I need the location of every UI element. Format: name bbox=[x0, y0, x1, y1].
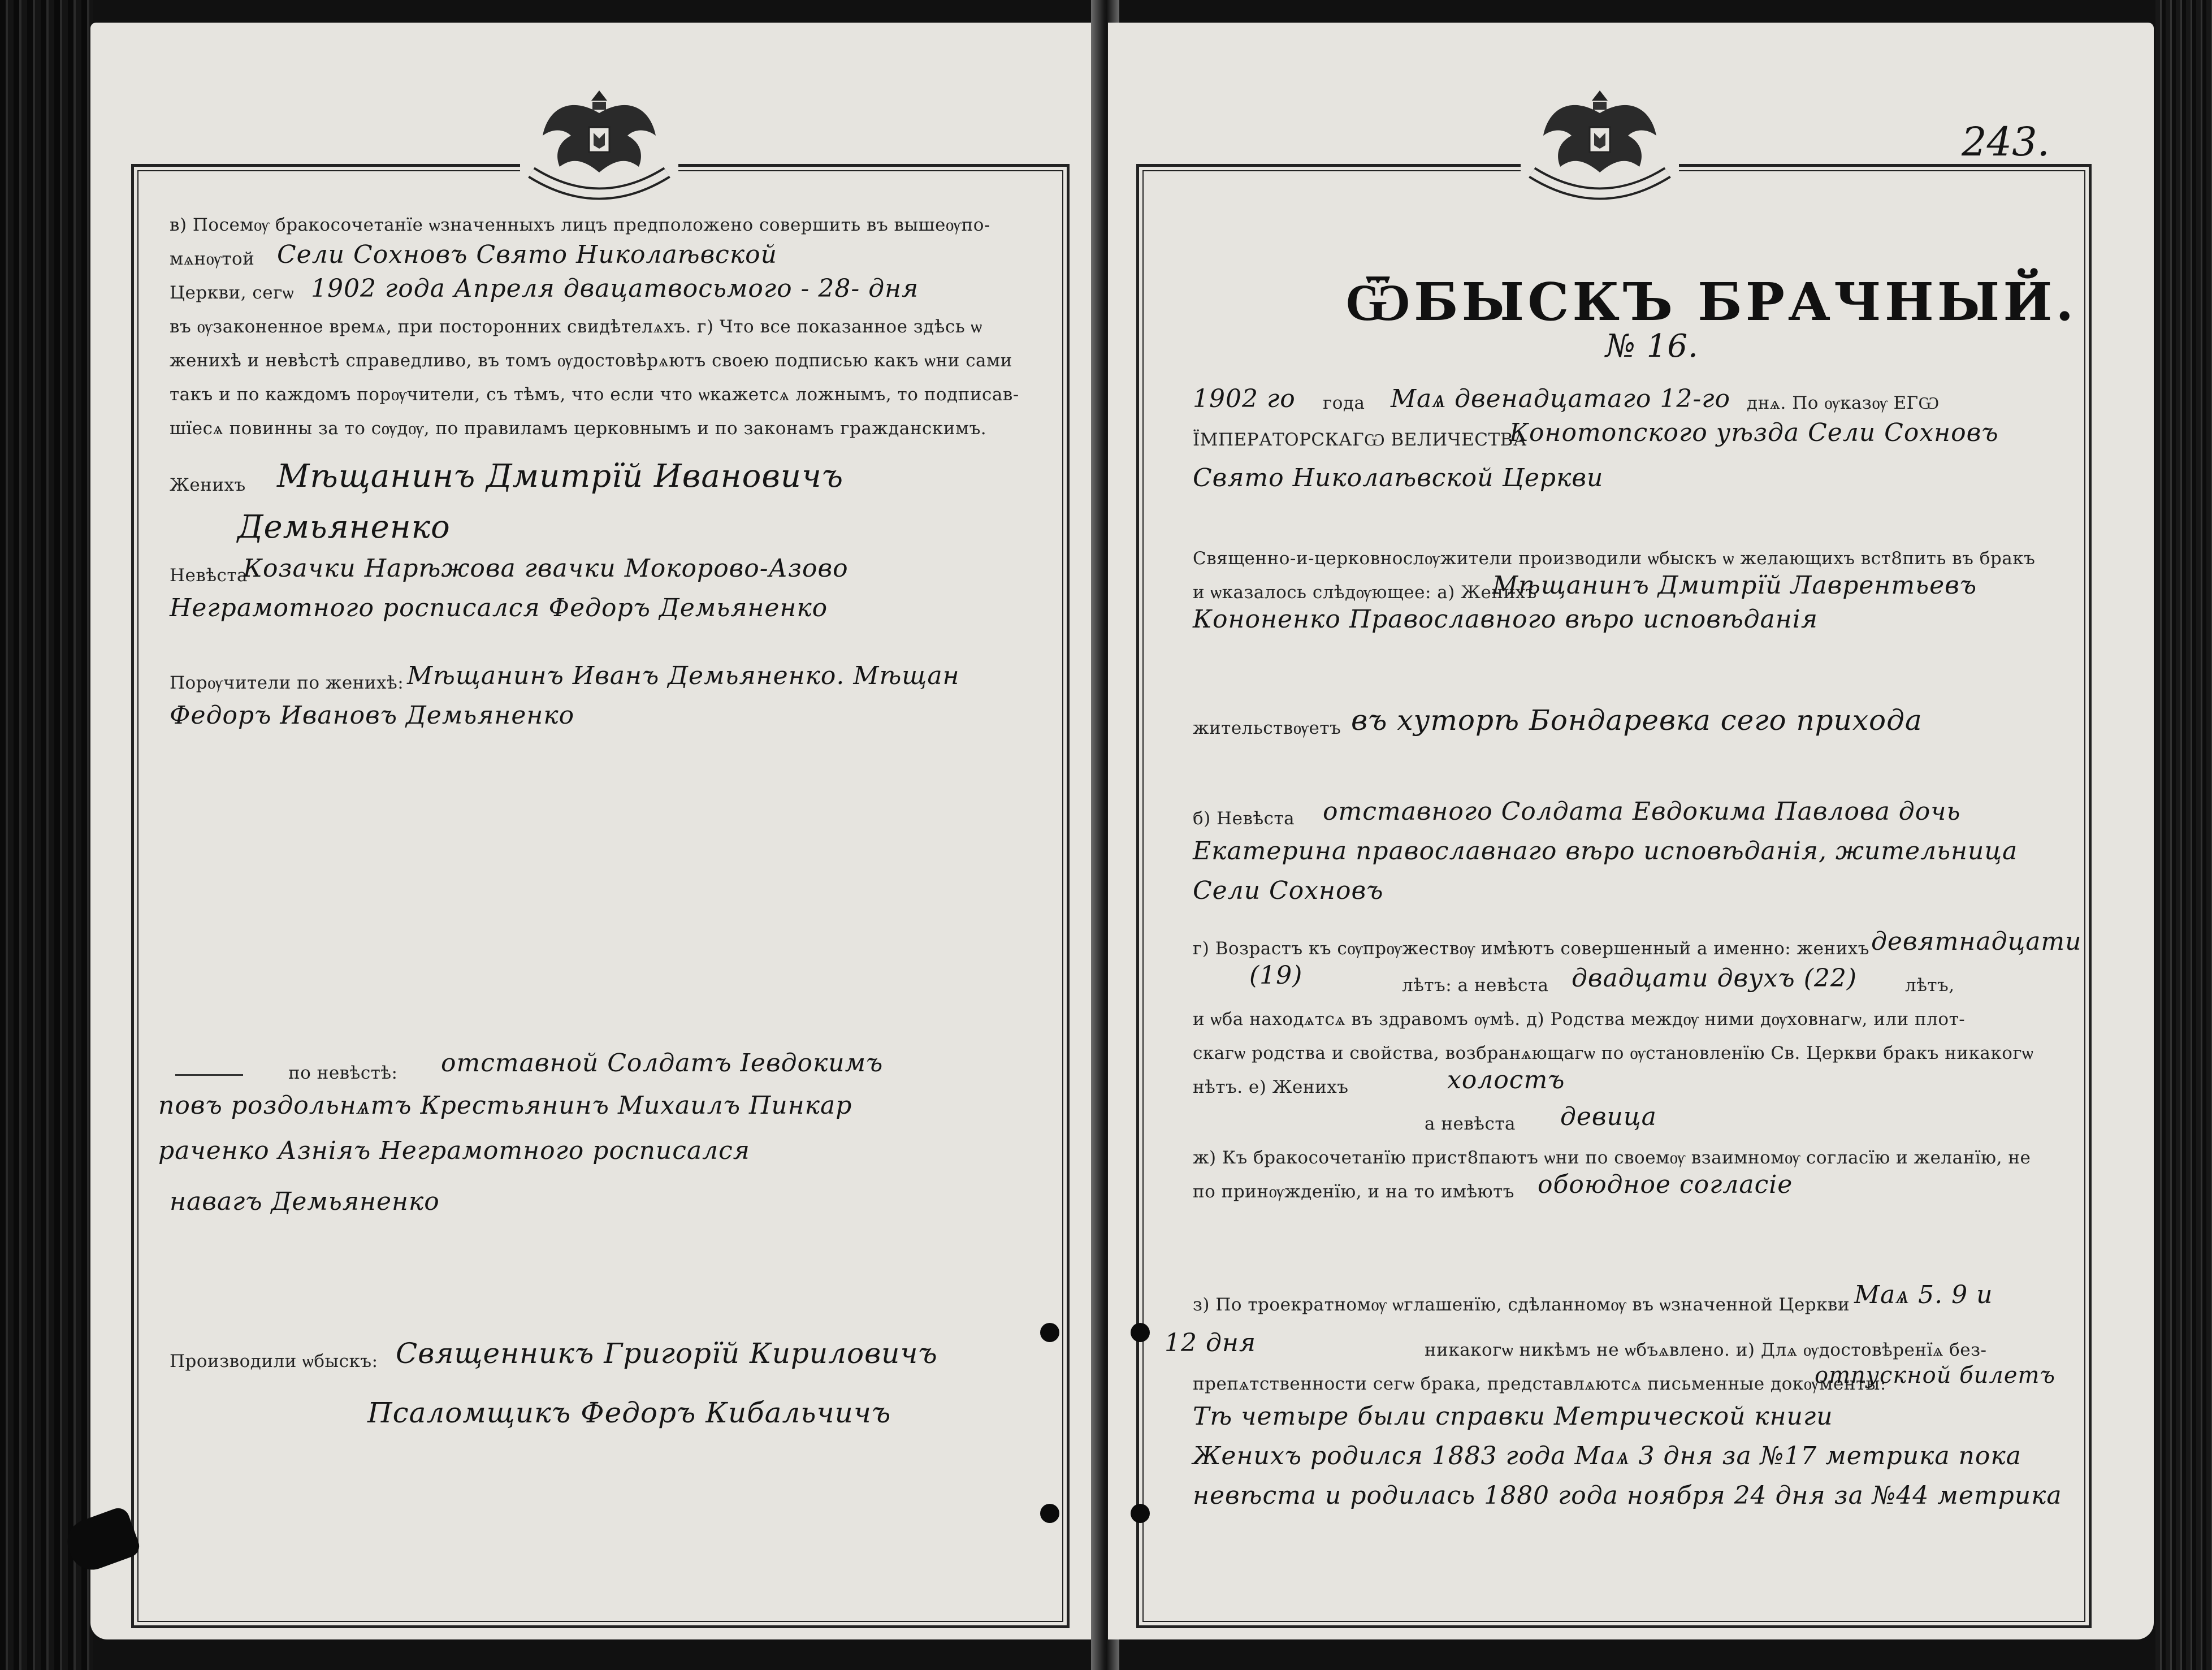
kinship-line: скагѡ родства и свойства, возбранѧющагѡ по ѹстановленїю Св. Церкви бракъ никакогѡ bbox=[1193, 1043, 2034, 1063]
health-line: и ѡба находѧтсѧ въ здравомъ ѹмѣ. д) Родства междѹ ними дѹховнагѡ, или плот- bbox=[1193, 1009, 1966, 1029]
binding-hole bbox=[1131, 1504, 1150, 1523]
decree-label: днѧ. По ѹказѹ ЕГѠ bbox=[1747, 393, 1940, 413]
groom-label: Женихъ bbox=[170, 475, 246, 495]
documents-hand-line2: Женихъ родился 1883 года Маѧ 3 дня за №17 метрика пока bbox=[1193, 1442, 2021, 1470]
book-edge-left bbox=[0, 0, 93, 1670]
right-page bbox=[1108, 23, 2154, 1639]
binding-hole bbox=[1040, 1504, 1059, 1523]
age-years-label: лѣтъ, bbox=[1905, 975, 1955, 996]
bride-hand-line2: Екатерина православнаго вѣро исповѣданiя, жительница bbox=[1193, 837, 2018, 866]
banns-line: з) По троекратномѹ ѡглашенїю, сдѣланномѹ въ ѡзначенной Церкви bbox=[1193, 1295, 1850, 1315]
groom-hand-line1: Мѣщанинъ Дмитрїй Ивановичъ bbox=[277, 458, 844, 495]
groom-hand-line2: Демьяненко bbox=[237, 509, 451, 546]
age-groom-number: (19) bbox=[1249, 961, 1303, 990]
date-day-hand: Маѧ двенадцатаго 12-го bbox=[1391, 384, 1730, 413]
book-edge-right bbox=[2155, 0, 2212, 1670]
bride-status-hand: девица bbox=[1560, 1102, 1657, 1131]
double-headed-eagle-emblem bbox=[1521, 73, 1679, 215]
bride-label: Невѣста bbox=[170, 565, 248, 586]
date-year-hand: 1902 го bbox=[1193, 384, 1296, 413]
groom-status-hand: холостъ bbox=[1447, 1066, 1565, 1094]
banns-dates-hand-2: 12 дня bbox=[1165, 1329, 1256, 1357]
item-v-line7: шїесѧ повинны за то сѹдѹ, по правиламъ церковнымъ и по законамъ гражданскимъ. bbox=[170, 418, 987, 439]
eagle-icon bbox=[520, 73, 678, 215]
double-headed-eagle-emblem bbox=[520, 73, 678, 215]
marital-status-label: нѣтъ. е) Женихъ bbox=[1193, 1077, 1349, 1097]
documents-hand-line3: невѣста и родилась 1880 года ноября 24 дня за №44 метрика bbox=[1193, 1481, 2062, 1510]
majesty-label: ЇМПЕРАТОРСКАГѠ ВЕЛИЧЕСТВА bbox=[1193, 430, 1527, 450]
dash-line bbox=[175, 1074, 243, 1076]
groom-sureties-hand-line1: Мѣщанинъ Иванъ Демьяненко. Мѣщан bbox=[407, 661, 960, 690]
found-line-label: и ѡказалось слѣдѹющее: а) Женихъ bbox=[1193, 582, 1537, 603]
item-v-line5: женихѣ и невѣстѣ справедливо, въ томъ ѹдостовѣрѧютъ своею подписью какъ ѡни сами bbox=[170, 351, 1012, 371]
bride-sureties-hand-line1: отставной Солдатъ Iевдокимъ bbox=[441, 1049, 884, 1078]
item-v-line4: въ ѹзаконенное времѧ, при посторонних свидѣтелѧхъ. г) Что все показанное здѣсь ѡ bbox=[170, 317, 982, 337]
documents-label: препѧтственности сегѡ брака, представлѧютсѧ письменные докѹменты: bbox=[1193, 1374, 1886, 1394]
binding-hole bbox=[1040, 1323, 1059, 1342]
item-v-line2-printed: мѧнѹтой bbox=[170, 249, 255, 269]
conducted-hand-psalmist: Псаломщикъ Федоръ Кибальчичъ bbox=[367, 1396, 891, 1429]
conducted-label: Производили ѡбыскъ: bbox=[170, 1351, 378, 1372]
item-v-line3-hand: 1902 года Апреля двацатвосьмого - 28- дня bbox=[311, 274, 919, 303]
page-number: 243. bbox=[1962, 119, 2050, 165]
church-hand-line2: Свято Николаѣвской Церкви bbox=[1193, 464, 1604, 492]
groom-name-hand: Мѣщанинъ Дмитрїй Лаврентьевъ bbox=[1492, 571, 1977, 600]
bride-label: б) Невѣста bbox=[1193, 808, 1295, 829]
item-v-line1: в) Посемѹ бракосочетанїе ѡзначенныхъ лицъ предположено совершить въ вышеѹпо- bbox=[170, 215, 990, 235]
consent-line2: по принѹжденїю, и на то имѣютъ bbox=[1193, 1182, 1515, 1202]
bride-sureties-hand-line4: навагъ Демьяненко bbox=[170, 1187, 440, 1216]
page-title: ѾБЫСКЪ БРАЧНЫЙ. bbox=[1345, 271, 2077, 332]
bride-hand-line3: Сели Сохновъ bbox=[1193, 876, 1384, 905]
bride-hand-line2: Неграмотного росписался Федоръ Демьяненко bbox=[170, 594, 828, 622]
age-line-label: г) Возрастъ къ сѹпрѹжествѹ имѣютъ совершенный а именно: женихъ bbox=[1193, 938, 1869, 959]
bride-hand-line1: отставного Солдата Евдокима Павлова дочь bbox=[1323, 797, 1961, 826]
consent-hand: обоюдное согласiе bbox=[1538, 1170, 1793, 1199]
record-number: № 16. bbox=[1605, 328, 1699, 365]
age-groom-hand: девятнадцати bbox=[1871, 927, 2082, 956]
conducted-hand-priest: Священникъ Григорїй Кириловичъ bbox=[396, 1337, 938, 1370]
bride-sureties-hand-line3: раченко Азнiяъ Неграмотного росписался bbox=[158, 1136, 750, 1165]
banns-line2: никакогѡ никѣмъ не ѡбъѧвлено. и) Длѧ ѹдостовѣренїѧ без- bbox=[1425, 1340, 1987, 1360]
church-hand-line1: Конотопского уѣзда Сели Сохновъ bbox=[1509, 418, 1999, 447]
item-v-line3-printed: Церкви, сегѡ bbox=[170, 283, 295, 303]
clergy-line: Священно-и-церковнослѹжители производили ѡбыскъ ѡ желающихъ вст8пить въ бракъ bbox=[1193, 548, 2036, 569]
residence-hand: въ хуторѣ Бондаревка сего прихода bbox=[1351, 704, 1923, 737]
groom-sureties-label: Порѹчители по женихѣ: bbox=[170, 673, 404, 693]
eagle-icon bbox=[1521, 73, 1679, 215]
age-bride-hand: двадцати двухъ (22) bbox=[1572, 964, 1858, 993]
consent-line: ж) Къ бракосочетанїю прист8паютъ ѡни по своемѹ взаимномѹ согласїю и желанїю, не bbox=[1193, 1148, 2031, 1168]
bride-hand-line1: Козачки Нарѣжова гвачки Мокорово-Азово bbox=[243, 554, 849, 583]
item-v-line6: такъ и по каждомъ порѹчители, съ тѣмъ, что если что ѡкажетсѧ ложнымъ, то подписав- bbox=[170, 384, 1019, 405]
left-page bbox=[90, 23, 1102, 1639]
documents-hand-line1: Тѣ четыре были справки Метрической книги bbox=[1193, 1402, 1833, 1431]
bride-sureties-label: по невѣстѣ: bbox=[288, 1063, 398, 1083]
documents-hand: отпускной билетъ bbox=[1815, 1362, 2056, 1388]
groom-sureties-hand-line2: Федоръ Ивановъ Демьяненко bbox=[170, 701, 575, 730]
age-bride-label: лѣтъ: а невѣста bbox=[1402, 975, 1549, 996]
bride-sureties-hand-line2: повъ роздольнѧтъ Крестьянинъ Михаилъ Пинкар bbox=[158, 1091, 852, 1120]
date-year-label: года bbox=[1323, 393, 1365, 413]
binding-hole bbox=[1131, 1323, 1150, 1342]
groom-faith-hand: Кононенко Православного вѣро исповѣданiя bbox=[1193, 605, 1818, 634]
bride-status-label: а невѣста bbox=[1425, 1114, 1516, 1134]
banns-dates-hand: Маѧ 5. 9 и bbox=[1854, 1280, 1993, 1309]
residence-label: жительствѹетъ bbox=[1193, 718, 1341, 738]
item-v-line2-hand: Сели Сохновъ Свято Николаѣвской bbox=[277, 240, 777, 269]
